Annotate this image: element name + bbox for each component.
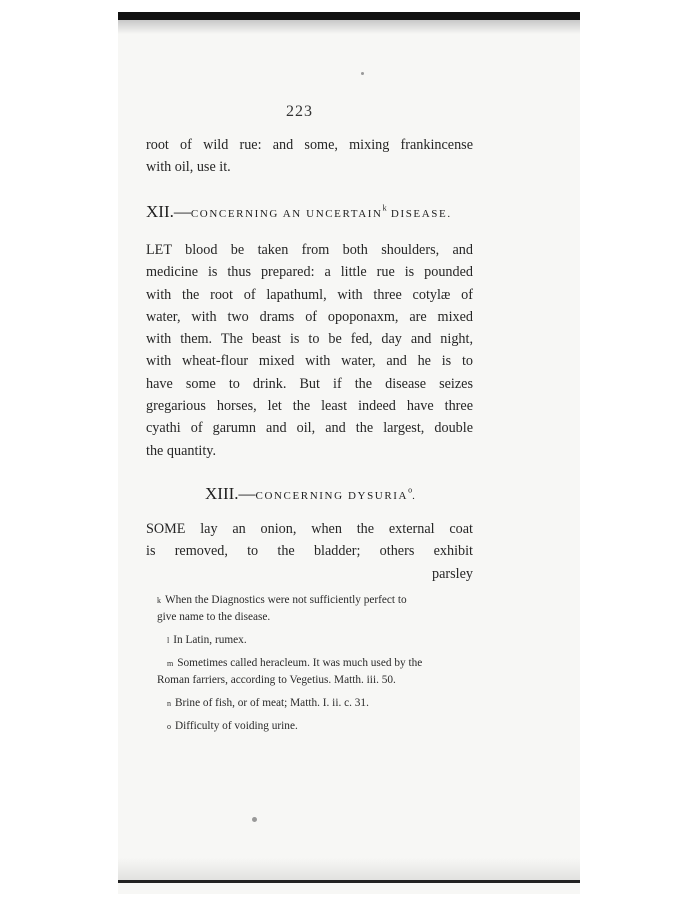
text-line: LET blood be taken from both shoulders, and: [146, 242, 473, 258]
ink-speck: [252, 817, 257, 822]
footnote: [157, 632, 480, 649]
footnote: [157, 718, 480, 735]
footnote-text: Difficulty of voiding urine.: [175, 720, 298, 732]
footnote-text: Sometimes called heracleum. It was much used by the: [177, 657, 423, 669]
section-heading-xii: [146, 202, 452, 222]
section-xii-paragraph: [146, 239, 473, 462]
text-line: the quantity.: [146, 442, 217, 459]
section-title-end: DISEASE.: [386, 208, 452, 220]
footnote-mark: m: [167, 659, 174, 668]
section-title: CONCERNING AN UNCERTAIN: [190, 208, 383, 220]
catchword: parsley: [432, 565, 473, 582]
footnote-text: Brine of fish, or of meat; Matth. I. ii. c. 31.: [175, 697, 369, 709]
footnote-continued: give name to the disease.: [157, 611, 271, 623]
footnote-continued: Roman farriers, according to Vegetius. Matth. iii. 50.: [157, 674, 396, 686]
section-heading-xiii: [205, 484, 416, 504]
text-line: cyathi of garumn and oil, and the largest, double: [146, 420, 473, 437]
text-line: root of wild rue: and some, mixing frankincense: [146, 137, 473, 153]
footnote-text: In Latin, rumex.: [173, 634, 247, 646]
footnote-mark: k: [157, 596, 161, 605]
section-title-end: .: [412, 490, 417, 502]
text-line: with them. The beast is to be fed, day and night,: [146, 331, 473, 348]
page-bottom-shade: [118, 858, 580, 880]
text-line: SOME lay an onion, when the external coat: [146, 521, 473, 537]
footnote: [157, 695, 480, 712]
text-line: with oil, use it.: [146, 159, 231, 176]
footnote-text: When the Diagnostics were not sufficiently perfect to: [165, 594, 407, 606]
footnote: [157, 592, 480, 609]
footnote-mark: l: [167, 636, 170, 645]
footnote-mark: o: [167, 722, 171, 731]
text-line: with wheat-flour mixed with water, and he is to: [146, 353, 473, 370]
ink-speck: [361, 72, 364, 75]
text-line: have some to drink. But if the disease seizes: [146, 375, 473, 392]
text-line: is removed, to the bladder; others exhibit: [146, 543, 473, 560]
section-xiii-paragraph: [146, 518, 473, 585]
footnotes: [157, 592, 480, 735]
footnote-ref: k: [382, 203, 387, 213]
text-line: water, with two drams of opoponaxm, are mixed: [146, 308, 473, 325]
page-top-shadow: [118, 20, 580, 34]
text-line: with the root of lapathuml, with three cotylæ of: [146, 286, 473, 303]
page-bottom-edge: [118, 880, 580, 883]
footnote-mark: n: [167, 699, 171, 708]
text-line: gregarious horses, let the least indeed have three: [146, 398, 473, 415]
section-numeral: XII.—: [146, 202, 191, 221]
footnote: [157, 655, 480, 672]
footnote-ref: o: [408, 485, 413, 495]
opening-paragraph: [146, 134, 473, 179]
page-number: 223: [286, 103, 313, 120]
section-title: CONCERNING DYSURIA: [255, 490, 409, 502]
page-top-edge: [118, 12, 580, 20]
section-numeral: XIII.—: [205, 484, 256, 503]
text-line: medicine is thus prepared: a little rue is pounded: [146, 264, 473, 281]
